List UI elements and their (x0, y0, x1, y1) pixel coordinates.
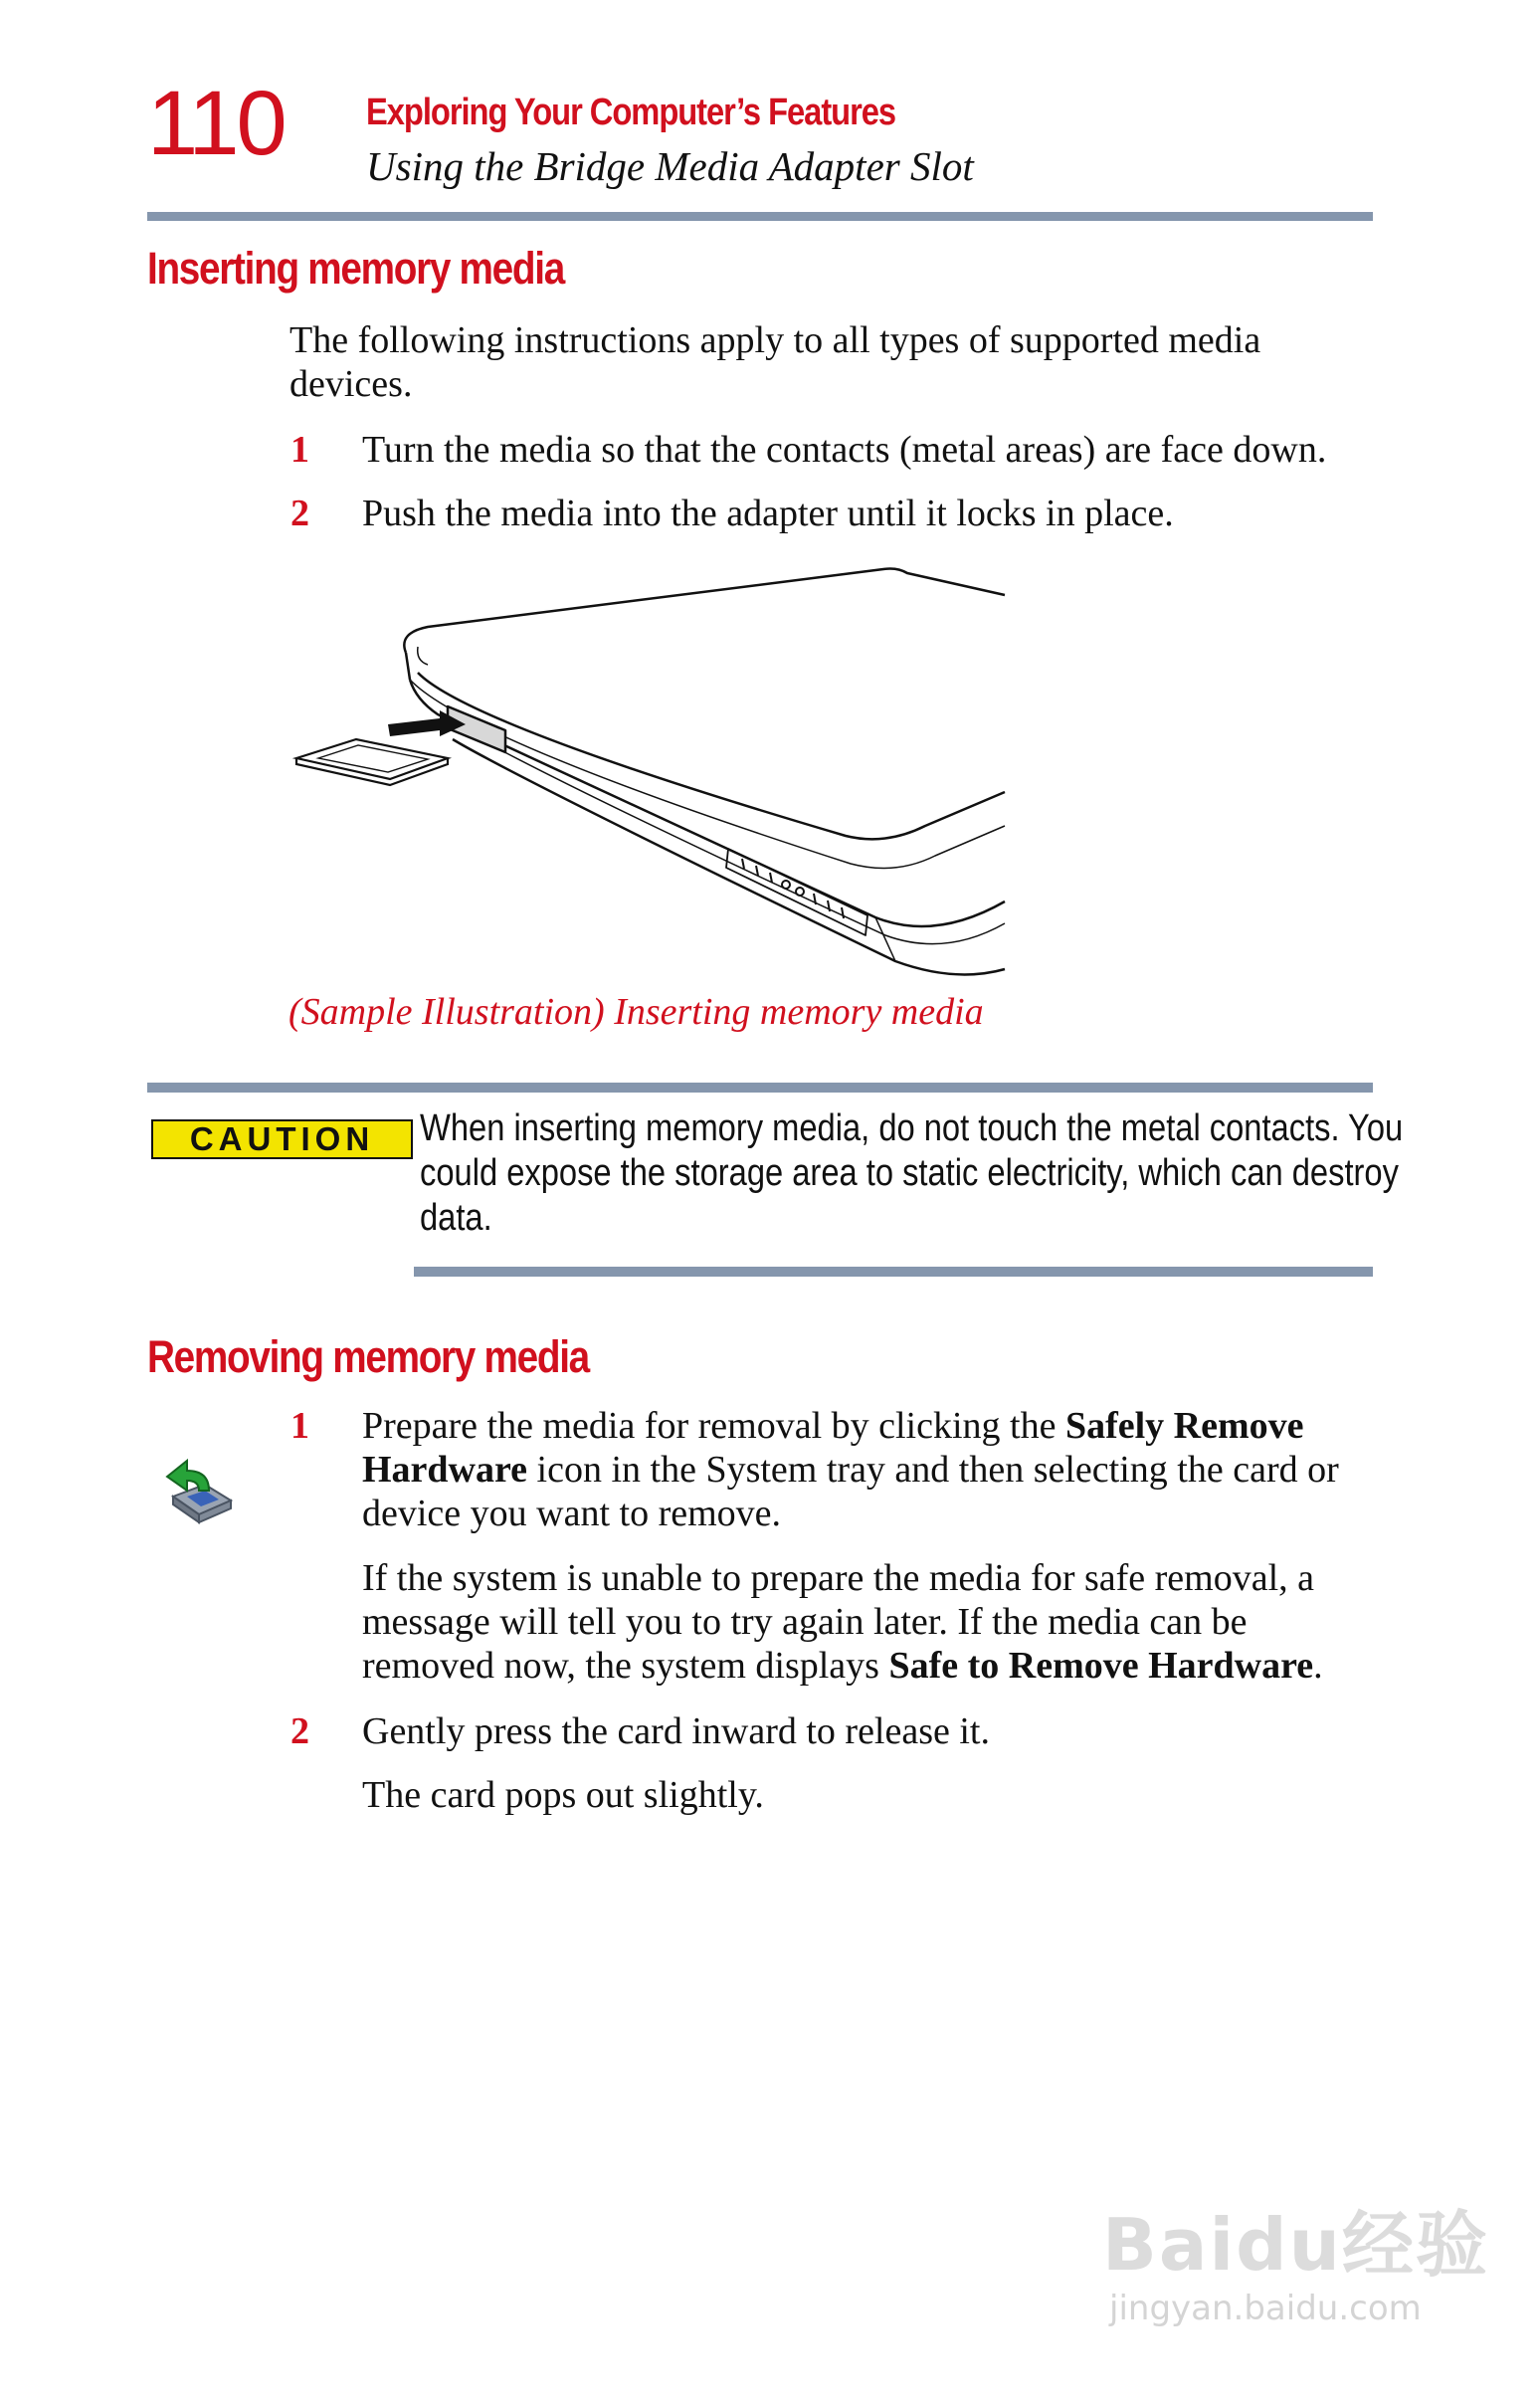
chapter-title: Exploring Your Computer’s Features (366, 92, 896, 133)
caution-bottom-rule (414, 1267, 1373, 1277)
step-note: The card pops out slightly. (362, 1774, 764, 1816)
safe-to-remove-term: Safe to Remove Hardware (888, 1645, 1314, 1687)
step-text: Push the media into the adapter until it locks in place. (362, 493, 1174, 534)
caution-line: When inserting memory media, do not touch the metal contacts. You (420, 1107, 1404, 1149)
caution-top-rule (147, 1083, 1373, 1093)
watermark-url: jingyan.baidu.com (1109, 2289, 1422, 2328)
header-rule (147, 212, 1373, 221)
page-number: 110 (147, 73, 285, 174)
inserting-intro: The following instructions apply to all types of supported media devices. (289, 319, 1261, 405)
caution-badge: CAUTION (151, 1119, 413, 1159)
step-note: If the system is unable to prepare the media for safe removal, a message will tell you to try again later. If the media can be removed now, the system displays Safe to Remove Hardware. (362, 1557, 1323, 1687)
caution-line: could expose the storage area to static electricity, which can destroy (420, 1152, 1399, 1194)
step-text: Turn the media so that the contacts (metal areas) are face down. (362, 429, 1327, 471)
step-number: 2 (290, 493, 309, 534)
safely-remove-hardware-icon (159, 1451, 239, 1530)
step-number: 2 (290, 1710, 309, 1752)
figure-caption: (Sample Illustration) Inserting memory media (289, 991, 984, 1033)
watermark-logo: Baidu经验 (1102, 2203, 1489, 2287)
laptop-illustration (289, 565, 1015, 993)
step-number: 1 (290, 1405, 309, 1447)
step-number: 1 (290, 429, 309, 471)
caution-text (420, 1106, 1404, 1241)
removing-heading: Removing memory media (147, 1331, 589, 1382)
inserting-heading: Inserting memory media (147, 243, 564, 294)
section-subtitle: Using the Bridge Media Adapter Slot (366, 143, 974, 189)
caution-line: data. (420, 1197, 492, 1239)
safely-remove-hardware-term: Safely Remove Hardware (362, 1405, 1304, 1491)
step-text: Gently press the card inward to release it. (362, 1710, 990, 1752)
step-text: Prepare the media for removal by clicking the Safely Remove Hardware icon in the System tray and then selecting the card or device you want to remove. (362, 1405, 1339, 1534)
